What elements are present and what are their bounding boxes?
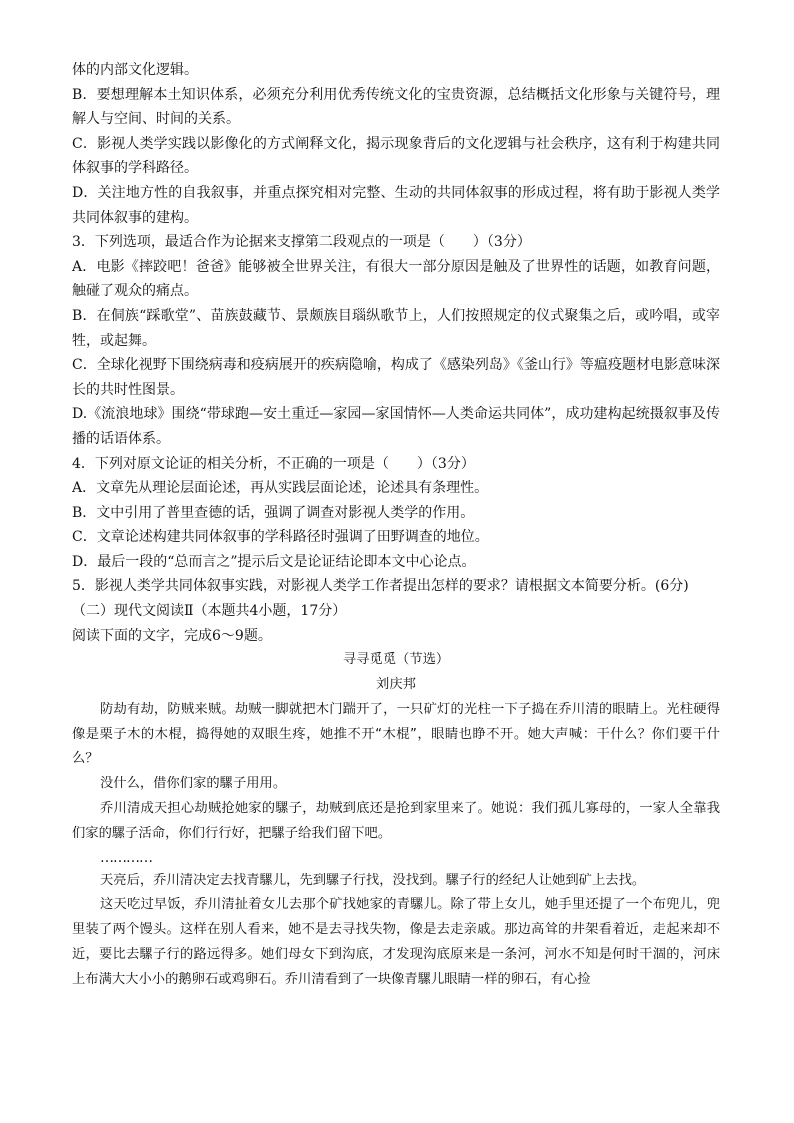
question-4-option-a: A．文章先从理论层面论述，再从实践层面论述，论述具有条理性。 bbox=[72, 480, 489, 497]
story-author: 刘庆邦 bbox=[376, 677, 416, 693]
exam-page bbox=[72, 58, 720, 993]
question-5: 5．影视人类学共同体叙事实践，对影视人类学工作者提出怎样的要求？请根据文本简要分析。(6分) bbox=[72, 578, 689, 595]
text-line: 体的内部文化逻辑。 bbox=[72, 62, 198, 78]
question-4-option-c: C．文章论述构建共同体叙事的学科路径时强调了田野调查的地位。 bbox=[72, 529, 489, 546]
story-paragraph: 乔川清成天担心劫贼抢她家的騾子，劫贼到底还是抢到家里来了。她说：我们孤儿寡母的，一家人全靠我们家的騾子活命，你们行行好，把騾子给我们留下吧。 bbox=[72, 801, 720, 841]
question-3: 3．下列选项，最适合作为论据来支撑第二段观点的一项是（ ）（3分） bbox=[72, 234, 531, 251]
question-4-option-b: B．文中引用了普里查德的话，强调了调查对影视人类学的作用。 bbox=[72, 504, 475, 521]
question-3-option-d: D.《流浪地球》围绕“带球跑—安土重迁—家园—家国情怀—人类命运共同体”，成功建构起统摄叙事及传播的话语体系。 bbox=[72, 406, 720, 447]
story-paragraph: 天亮后，乔川清决定去找青騾儿，先到騾子行找，没找到。騾子行的经纪人让她到矿上去找。 bbox=[100, 872, 646, 888]
option-c-text: C．影视人类学实践以影像化的方式阐释文化，揭示现象背后的文化逻辑与社会秩序，这有利于构建共同体叙事的学科路径。 bbox=[72, 135, 720, 177]
question-3-option-a: A．电影《摔跤吧！爸爸》能够被全世界关注，有很大一部分原因是触及了世界性的话题，如教育问题，触碰了观众的痛点。 bbox=[72, 258, 720, 300]
question-4-option-d: D．最后一段的“总而言之”提示后文是论证结论即本文中心论点。 bbox=[72, 553, 476, 570]
question-3-option-c: C．全球化视野下围绕病毒和疫病展开的疾病隐喻，构成了《感染列岛》《釜山行》等瘟疫题材电影意味深长的共时性图景。 bbox=[72, 357, 720, 398]
section-instruction: 阅读下面的文字，完成6～9题。 bbox=[72, 627, 272, 644]
question-4: 4．下列对原文论证的相关分析，不正确的一项是（ ）（3分） bbox=[72, 455, 475, 472]
question-3-option-b: B．在侗族“踩歌堂”、苗族鼓藏节、景颇族目瑙纵歌节上，人们按照规定的仪式聚集之后，或吟唱，或宰牲，或起舞。 bbox=[72, 307, 720, 349]
story-ellipsis: ………… bbox=[100, 849, 152, 866]
story-paragraph: 这天吃过早饭，乔川清扯着女儿去那个矿找她家的青騾儿。除了带上女儿，她手里还提了一个布兜儿，兜里装了两个馒头。这样在别人看来，她不是去寻找失物，像是去走亲戚。那边高耸的井架看着近，走起来却不近，要比去騾子行的路远得多。她们母女下到沟底，才发现沟底原来是一条河，河水不知是何时干涸的，河床上布满大大小小的鹅卵石或鸡卵石。乔川清看到了一块像青騾儿眼睛一样的卵石，有心捡 bbox=[72, 897, 720, 987]
option-b-text: B．要想理解本土知识体系，必须充分利用优秀传统文化的宝贵资源，总结概括文化形象与关键符号，理解人与空间、时间的关系。 bbox=[72, 86, 720, 128]
story-paragraph: 没什么，借你们家的騾子用用。 bbox=[100, 776, 287, 792]
section-heading: （二）现代文阅读Ⅱ（本题共4小题，17分） bbox=[72, 603, 347, 620]
option-d-text: D．关注地方性的自我叙事，并重点探究相对完整、生动的共同体叙事的形成过程，将有助于影视人类学共同体叙事的建构。 bbox=[72, 184, 720, 226]
story-paragraph: 防劫有劫，防贼来贼。劫贼一脚就把木门踹开了，一只矿灯的光柱一下子捣在乔川清的眼睛上。光柱硬得像是栗子木的木棍，捣得她的双眼生疼，她推不开“木棍”，眼睛也睁不开。她大声喊：干什么？你们要干什么？ bbox=[72, 701, 720, 767]
story-title: 寻寻觅觅（节选） bbox=[342, 652, 450, 668]
